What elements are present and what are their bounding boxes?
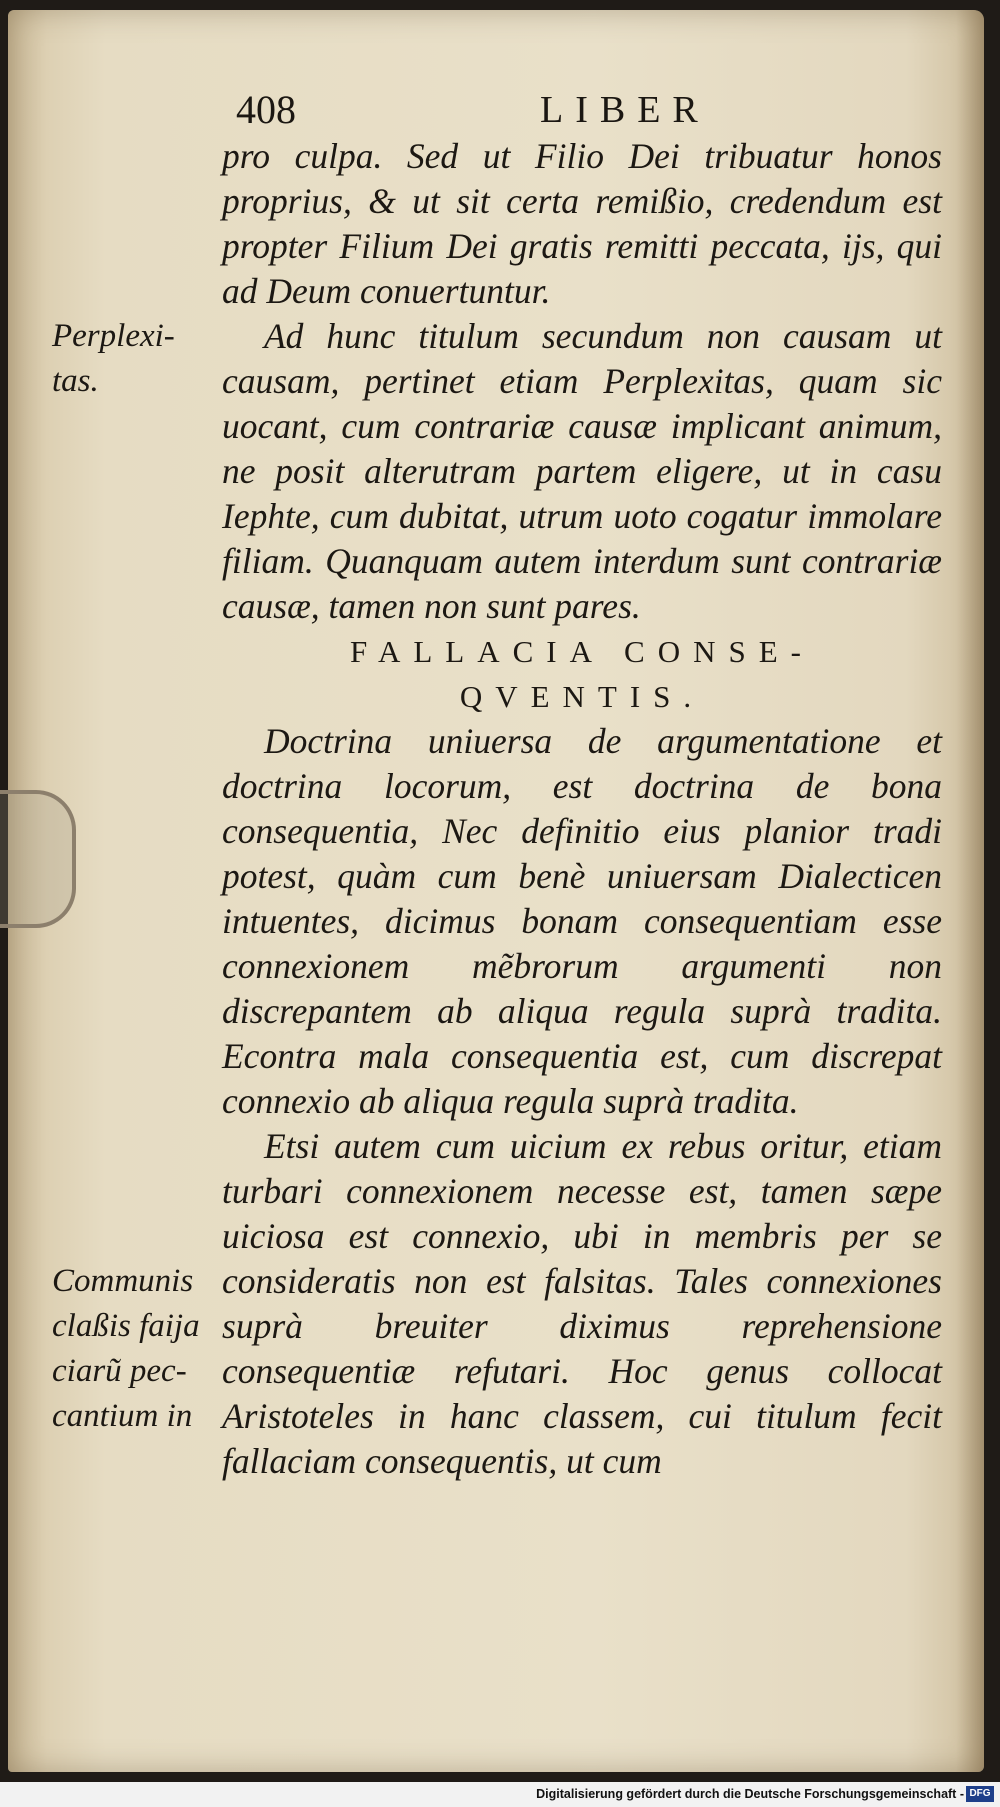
marginal-line: claßis faija [52,1308,200,1344]
footer-credit: Digitalisierung gefördert durch die Deutsche Forschungsgemeinschaft - [536,1787,964,1801]
digitization-footer [0,1782,1000,1807]
marginal-line: Communis [52,1263,194,1299]
book-clasp-image [0,790,76,928]
marginal-note-communis [52,1259,222,1439]
marginal-line: ciarũ pec- [52,1353,187,1389]
section-heading-line: FALLACIA CONSE- [350,634,814,669]
page-number: 408 [236,87,296,132]
section-heading [222,629,942,719]
paragraph: Etsi autem cum uicium ex rebus oritur, etiam turbari connexionem necesse est, tamen sæpe uiciosa est connexio, ubi in membris per se consideratis non est falsitas. Tales connexiones suprà breuiter diximus reprehensione consequentiæ refutari. Hoc genus collocat Aristoteles in hanc classem, cui titulum fecit fallaciam consequentis, ut cum [222,1126,942,1481]
running-head: LIBER [540,89,710,131]
marginal-line: Perplexi- [52,318,175,354]
paragraph: pro culpa. Sed ut Filio Dei tribuatur honos proprius, & ut sit certa remißio, credendum est propter Filium Dei gratis remitti peccata, ijs, qui ad Deum conuertuntur. [222,136,942,311]
page-edge-shadow [956,10,984,1772]
marginal-note-perplexitas [52,314,222,404]
section-heading-line: QVENTIS. [459,679,705,714]
dfg-logo: DFG [966,1786,994,1802]
page-header [0,86,1000,136]
main-text-block [222,134,942,1484]
paragraph: Doctrina uniuersa de argumentatione et doctrina locorum, est doctrina de bona consequentia, Nec definitio eius planior tradi potest, quàm cum benè uniuersam Dialecticen intuentes, dicimus bonam consequentiam esse connexionem mẽbrorum argumenti non discrepantem ab aliqua regula suprà tradita. Econtra mala consequentia est, cum discrepat connexio ab aliqua regula suprà tradita. [222,721,942,1121]
paragraph: Ad hunc titulum secundum non causam ut causam, pertinet etiam Perplexitas, quam sic uocant, cum contrariæ causæ implicant animum, ne posit alterutram partem eligere, ut in casu Iephte, cum dubitat, utrum uoto cogatur immolare filiam. Quanquam autem interdum sunt contrariæ causæ, tamen non sunt pares. [222,316,942,626]
marginal-line: tas. [52,363,99,399]
marginal-line: cantium in [52,1398,193,1434]
